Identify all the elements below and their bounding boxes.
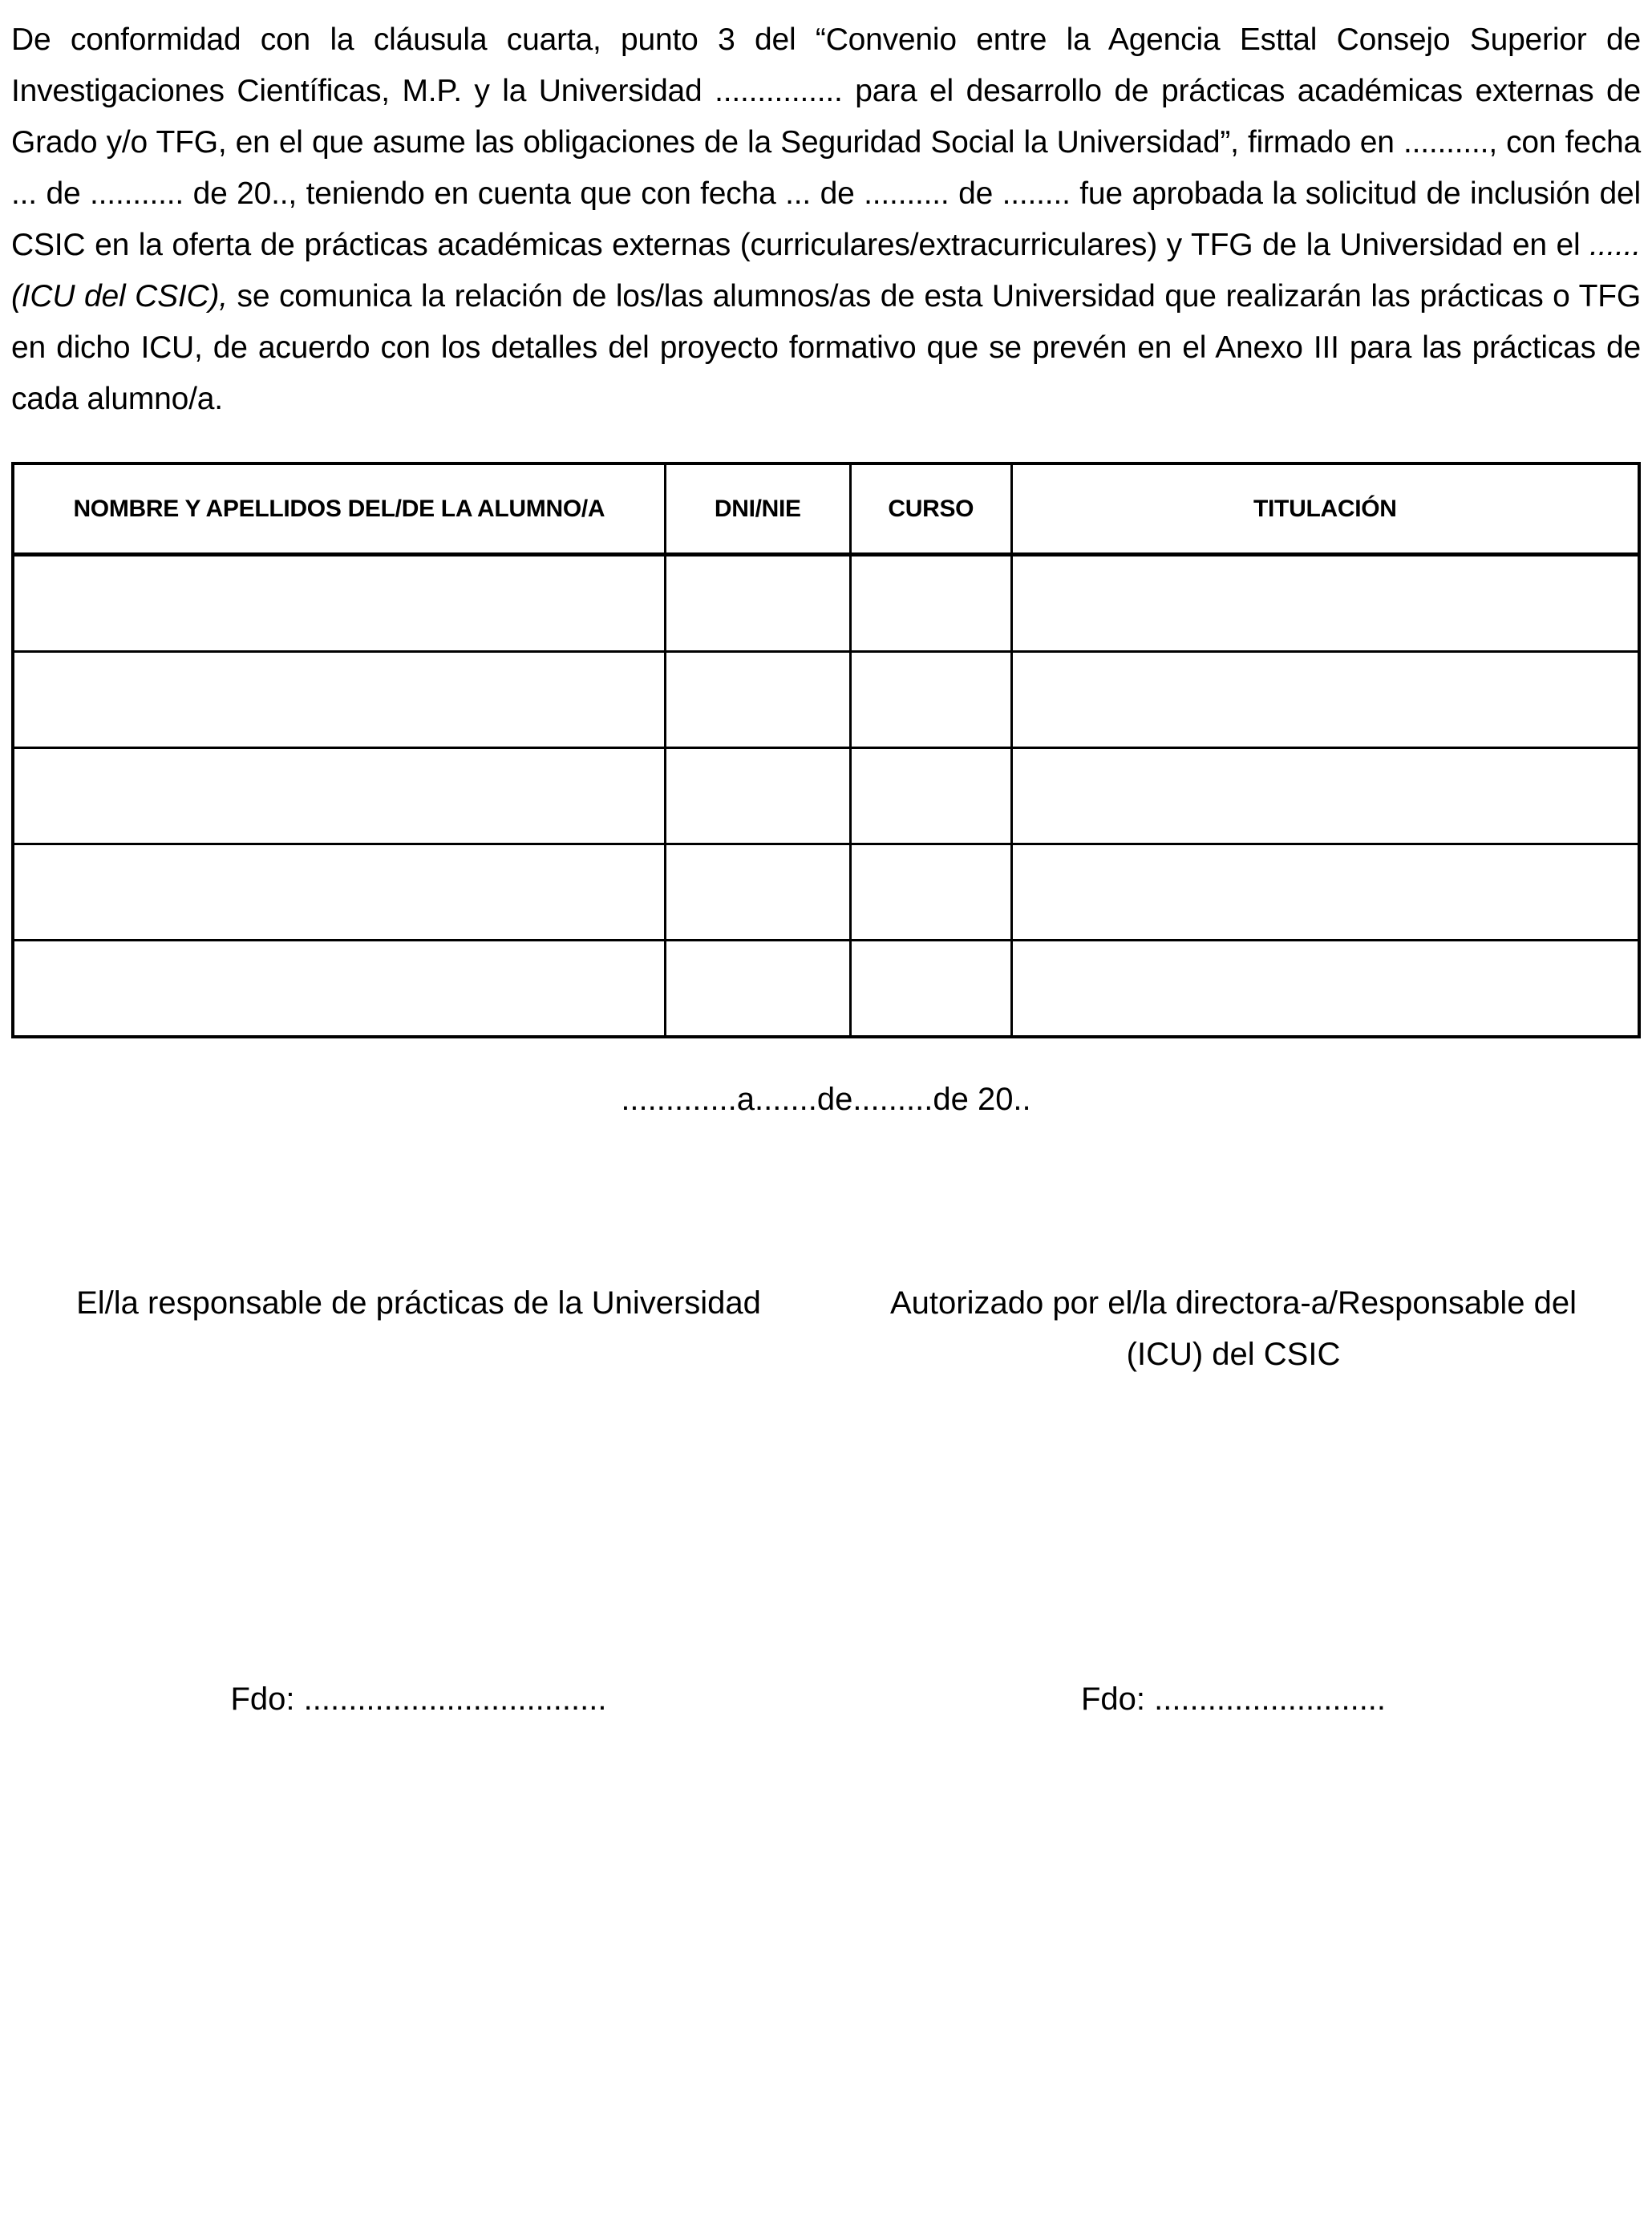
- signature-titles-row: [11, 1277, 1641, 1380]
- table-cell: [665, 652, 850, 748]
- signature-fdo-row: [11, 1674, 1641, 1725]
- table-header-row: [13, 463, 1639, 555]
- table-row: [13, 748, 1639, 844]
- table-cell: [850, 652, 1011, 748]
- signature-right-title: [826, 1277, 1641, 1380]
- intro-text-italic: ......(ICU del CSIC),: [11, 228, 1641, 314]
- table-cell: [665, 555, 850, 652]
- table-cell: [850, 941, 1011, 1038]
- table-row: [13, 555, 1639, 652]
- table-cell: [1011, 652, 1639, 748]
- signature-right-title-line2: (ICU) del CSIC: [1126, 1337, 1341, 1372]
- intro-text-part2: se comunica la relación de los/las alumnos/as de esta Universidad que realizarán las prácticas o TFG en dicho ICU, de acuerdo con los detalles del proyecto formativo que se prevén en el Anexo III para las prácticas de cada alumno/a.: [11, 279, 1641, 416]
- column-header-titulacion: TITULACIÓN: [1011, 463, 1639, 555]
- students-table-body: [13, 555, 1639, 1038]
- intro-paragraph: [11, 14, 1641, 425]
- date-line: .............a.......de.........de 20..: [621, 1082, 1031, 1117]
- signature-right-fdo: Fdo: ..........................: [1080, 1682, 1387, 1717]
- table-cell: [850, 748, 1011, 844]
- table-row: [13, 941, 1639, 1038]
- table-cell: [13, 844, 665, 941]
- table-cell: [850, 844, 1011, 941]
- table-cell: [850, 555, 1011, 652]
- table-cell: [13, 555, 665, 652]
- column-header-curso: CURSO: [850, 463, 1011, 555]
- table-cell: [665, 844, 850, 941]
- table-cell: [13, 941, 665, 1038]
- signature-left-fdo: Fdo: ..................................: [230, 1682, 607, 1717]
- table-cell: [1011, 844, 1639, 941]
- table-cell: [1011, 748, 1639, 844]
- table-cell: [665, 748, 850, 844]
- column-header-nombre: NOMBRE Y APELLIDOS DEL/DE LA ALUMNO/A: [13, 463, 665, 555]
- table-cell: [1011, 555, 1639, 652]
- table-cell: [665, 941, 850, 1038]
- table-cell: [13, 652, 665, 748]
- students-table: [11, 462, 1641, 1038]
- signature-right-title-line1: Autorizado por el/la directora-a/Responsable del: [889, 1285, 1577, 1321]
- table-row: [13, 652, 1639, 748]
- column-header-dni: DNI/NIE: [665, 463, 850, 555]
- intro-text-part1: De conformidad con la cláusula cuarta, punto 3 del “Convenio entre la Agencia Esttal Consejo Superior de Investigaciones Científicas, M.P. y la Universidad ............... para el desarrollo de prácticas académicas externas de Grado y/o TFG, en el que asume las obligaciones de la Seguridad Social la Universidad”, firmado en .........., con fecha ... de ........... de 20.., teniendo en cuenta que con fecha ... de .......... de ........ fue aprobada la solicitud de inclusión del CSIC en la oferta de prácticas académicas externas (curriculares/extracurriculares) y TFG de la Universidad en el: [11, 22, 1641, 262]
- table-row: [13, 844, 1639, 941]
- signature-left-title: El/la responsable de prácticas de la Universidad: [76, 1285, 761, 1321]
- table-cell: [1011, 941, 1639, 1038]
- table-cell: [13, 748, 665, 844]
